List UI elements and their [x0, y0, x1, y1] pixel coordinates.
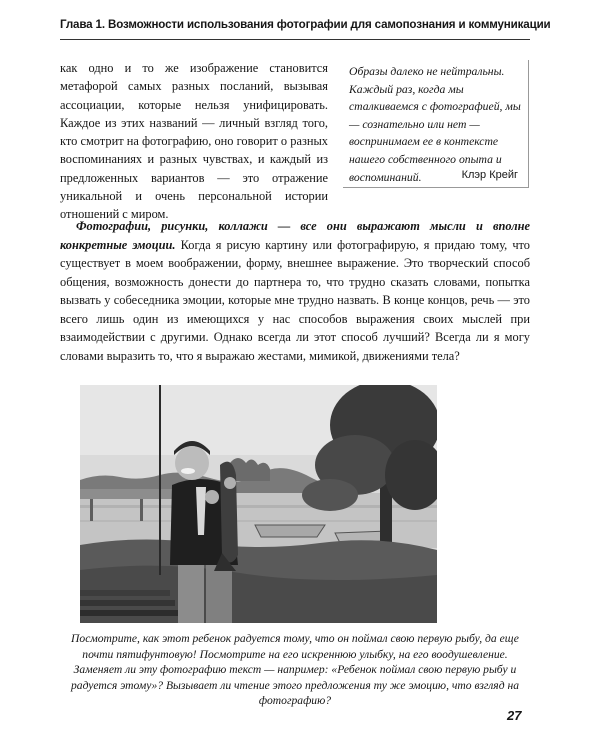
body-text: Когда я рисую картину или фотографирую, я придаю тому, что существует в моем воображении, форму, внешнее выражение. Это творческий способ общения, возможность донести до партнера то, что трудно сказать словами, попытка вызвать у собеседника эмоции, которые мне трудно назвать. В конце концов, речь — это всего лишь один из имеющихся у нас способов выражения своих мыслей при взаимодействии с другими. Однако всегда ли этот способ лучший? Всегда ли я могу словами выразить то, что я выражаю жестами, мимикой, движениями тела?	[60, 237, 531, 363]
page-number: 27	[507, 708, 522, 723]
column-text	[60, 59, 328, 224]
photo-caption: Посмотрите, как этот ребенок радуется тому, что он поймал свою первую рыбу, да еще почти пятифунтовую! Посмотрите на его искреннюю улыбку, на его воодушевление. Заменяет ли эту фотографию текст — например: «Ребенок поймал свою первую рыбу и радуется этому»? Вызывает ли чтение этого предложения ту же эмоцию, что взгляд на фотографию?	[70, 632, 520, 708]
body-paragraph	[60, 217, 530, 365]
body-lead: Фотографии, рисунки, коллажи — все они выражают мысли и вполне конкретные эмоции.	[60, 219, 530, 252]
header-divider	[60, 39, 530, 40]
running-header: Глава 1. Возможности использования фотографии для самопознания и коммуникации	[60, 18, 551, 31]
quote-author: Клэр Крейг	[461, 169, 518, 181]
quote-text: Образы далеко не нейтральны. Каждый раз, когда мы сталкиваемся с фотографией, мы — сознательно или нет — воспринимаем ее в контексте нашего собственного опыта и воспоминаний.	[349, 65, 521, 184]
quote-box	[343, 60, 529, 188]
photo-boy-with-fish	[80, 385, 437, 623]
column-paragraph: как одно и то же изображение становится метафорой самых разных посланий, вызывая ассоциации, которые нельзя унифицировать. Каждое из этих названий — личный взгляд того, кто смотрит на фотографию, оно говорит о разных воспоминаниях и разных чувствах, и каждый из предложенных вариантов — это отражение уникальной и очень персональной истории отношений с миром.	[60, 61, 328, 222]
